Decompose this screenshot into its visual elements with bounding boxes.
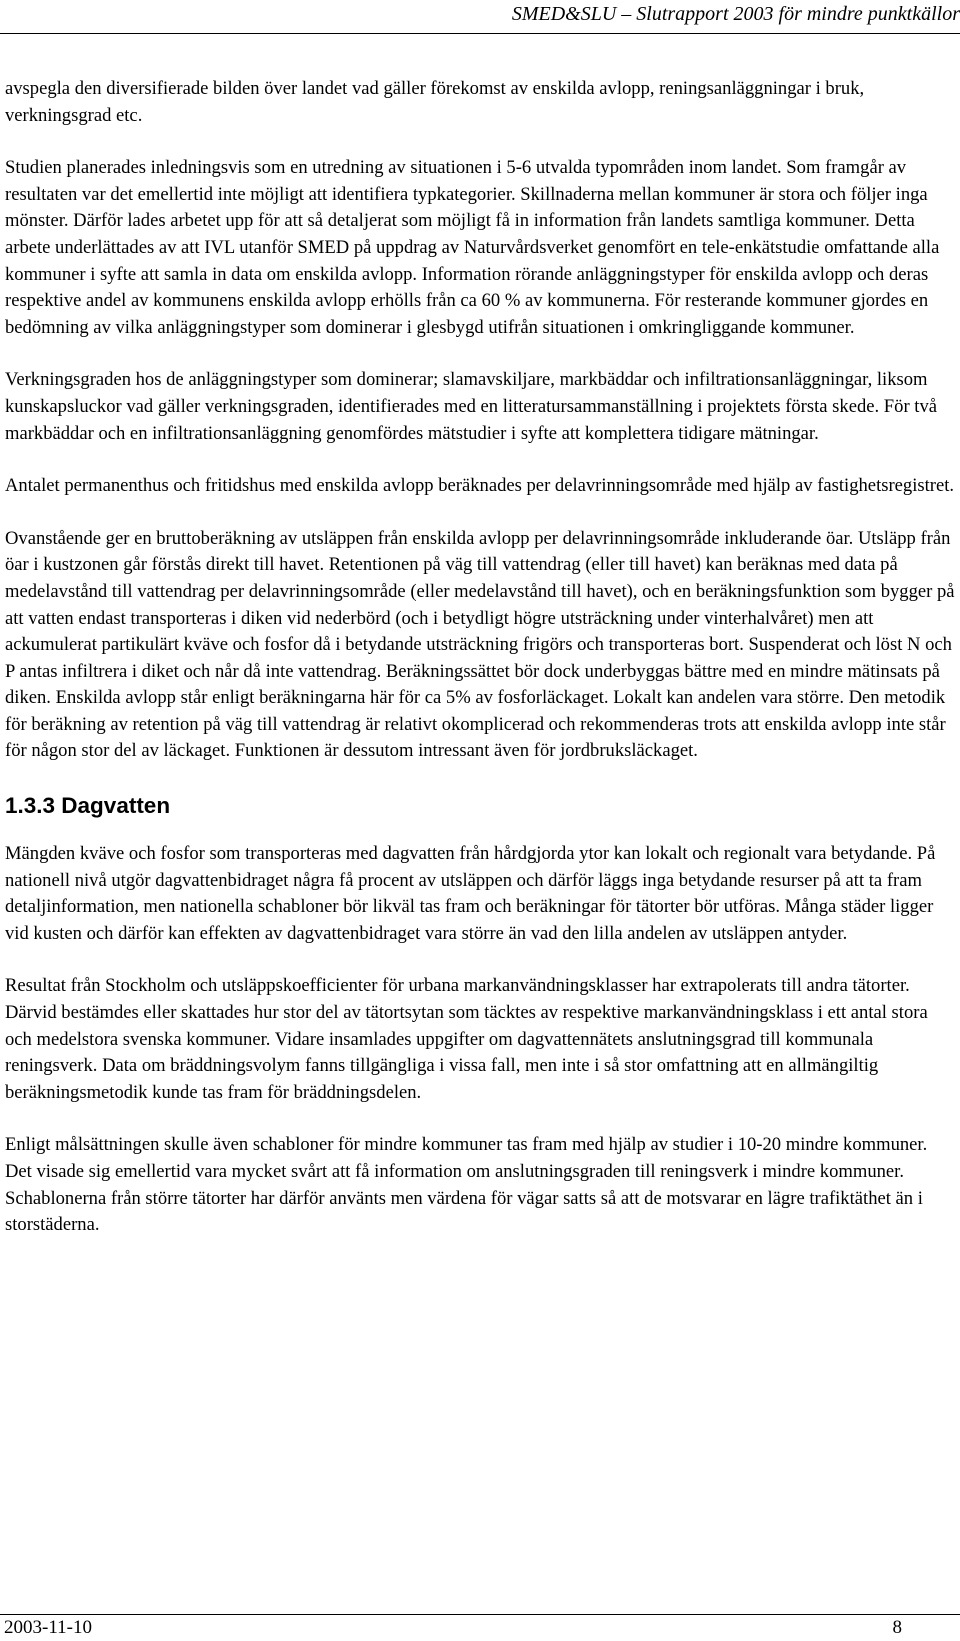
paragraph-4: Antalet permanenthus och fritidshus med enskilda avlopp beräknades per delavrinningsområde med hjälp av fastighetsregistret.	[5, 475, 955, 497]
section-heading-dagvatten: 1.3.3 Dagvatten	[5, 793, 171, 819]
running-header-title: SMED&SLU – Slutrapport 2003 för mindre punktkällor	[511, 3, 960, 25]
page-number: 8	[892, 1617, 902, 1638]
paragraph-5: Ovanstående ger en bruttoberäkning av utsläppen från enskilda avlopp per delavrinningsområde inkluderande öar. Utsläpp från öar i kustzonen går förstås direkt till havet. Retentionen på väg till vattendrag (eller till havet) kan beräknas med data på medelavstånd till vattendrag per delavrinningsområde (eller medelavstånd till havet), och en beräkningsfunktion som bygger på att vatten endast transporteras i diken vid nederbörd (och i betydligt högre utsträckning under vinterhalvåret) men att ackumulerat partikulärt kväve och fosfor då i betydande utsträckning frigörs och transporteras bort. Suspenderat och löst N och P antas infiltrera i diket och når då inte vattendrag. Beräkningssättet bör dock underbyggas bättre med en mindre mätinsats på diken. Enskilda avlopp står enligt beräkningarna här för ca 5% av fosforläckaget. Lokalt kan andelen vara större. Den metodik för beräkning av retention på väg till vattendrag är relativt okomplicerad och rekommenderas trots att enskilda avlopp inte står för någon stor del av läckaget. Funktionen är dessutom intressant även för jordbruksläckaget.	[5, 527, 955, 762]
paragraph-1: avspegla den diversifierade bilden över landet vad gäller förekomst av enskilda avlopp, reningsanläggningar i bruk, verkningsgrad etc.	[5, 78, 865, 126]
body-text	[5, 76, 955, 1265]
paragraph-7: Resultat från Stockholm och utsläppskoefficienter för urbana markanvändningsklasser har extrapolerats till andra tätorter. Därvid bestämdes eller skattades hur stor del av tätortsytan som täcktes av respektive markanvändningsklass i ett antal stora och medelstora svenska kommuner. Vidare insamlades uppgifter om dagvattennätets anslutningsgrad till kommunala reningsverk. Data om bräddningsvolym fanns tillgängliga i vissa fall, men inte i så stor omfattning att en allmängiltig beräkningsmetodik kunde tas fram för bräddningsdelen.	[5, 975, 928, 1103]
footer-date: 2003-11-10	[4, 1617, 92, 1638]
paragraph-8: Enligt målsättningen skulle även schabloner för mindre kommuner tas fram med hjälp av studier i 10-20 mindre kommuner. Det visade sig emellertid vara mycket svårt att få information om anslutningsgraden till reningsverk i mindre kommuner. Schablonerna från större tätorter har därför använts men värdena för vägar satts så att de motsvarar en lägre trafiktäthet än i storstäderna.	[5, 1134, 928, 1236]
paragraph-3: Verkningsgraden hos de anläggningstyper som dominerar; slamavskiljare, markbäddar och infiltrationsanläggningar, liksom kunskapsluckor vad gäller verkningsgraden, identifierades med en litteratursammanställning i projektets första skede. För två markbäddar och en infiltrationsanläggning genomfördes mätstudier i syfte att komplettera tidigare mätningar.	[5, 369, 938, 444]
paragraph-6: Mängden kväve och fosfor som transporteras med dagvatten från hårdgjorda ytor kan lokalt och regionalt vara betydande. På nationell nivå utgör dagvattenbidraget några få procent av utsläppen och därför läggs inga betydande resurser på att ta fram detaljinformation, men nationella schabloner bör likväl tas fram och beräkningar för tätorter bör utföras. Många städer ligger vid kusten och därför kan effekten av dagvattenbidraget vara större än vad den lilla andelen av utsläppen antyder.	[5, 843, 936, 944]
header-divider	[0, 33, 960, 34]
paragraph-2: Studien planerades inledningsvis som en utredning av situationen i 5-6 utvalda typområden inom landet. Som framgår av resultaten var det emellertid inte möjligt att identifiera typkategorier. Skillnaderna mellan kommuner är stora och följer inga mönster. Därför lades arbetet upp för att så detaljerat som möjligt få in information från landets samtliga kommuner. Detta arbete underlättades av att IVL utanför SMED på uppdrag av Naturvårdsverket genomfört en tele-enkätstudie omfattande alla kommuner i syfte att samla in data om enskilda avlopp. Information rörande anläggningstyper för enskilda avlopp och deras respektive andel av kommunens enskilda avlopp erhölls från ca 60 % av kommunerna. För resterande kommuner gjordes en bedömning av vilka anläggningstyper som dominerar i glesbygd utifrån situationen i omkringliggande kommuner.	[5, 157, 940, 338]
footer-divider	[0, 1614, 960, 1615]
